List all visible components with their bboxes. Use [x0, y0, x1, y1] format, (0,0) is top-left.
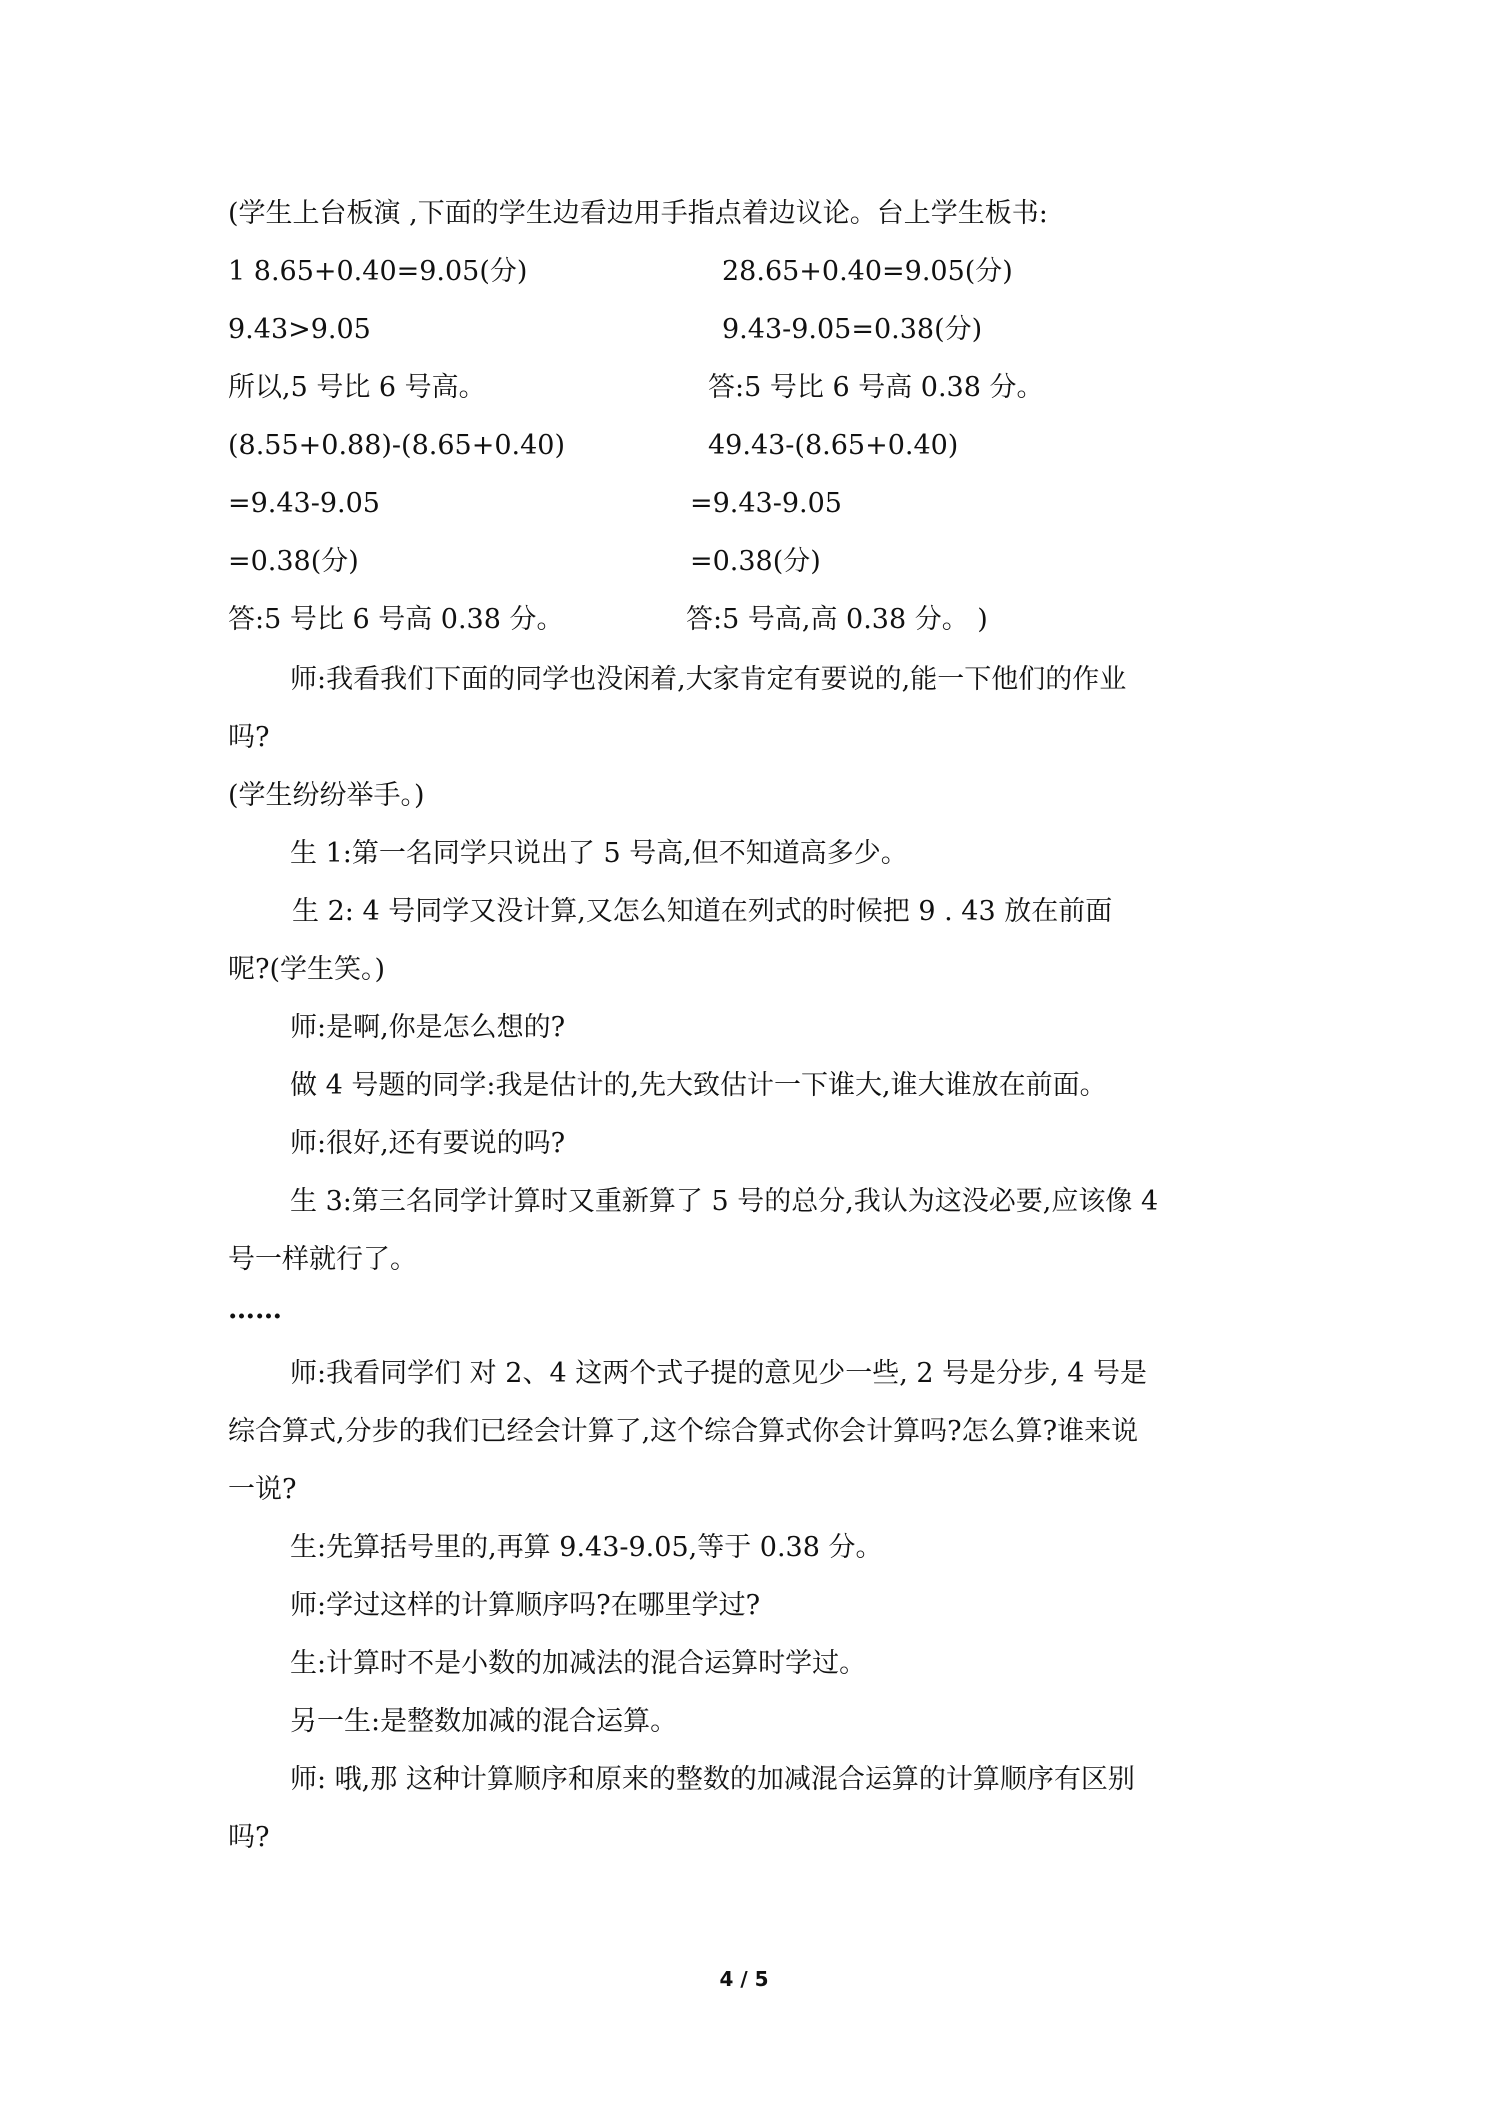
paragraph-line: 生:计算时不是小数的加减法的混合运算时学过。	[290, 1648, 867, 1679]
paragraph-line: 综合算式,分步的我们已经会计算了,这个综合算式你会计算吗?怎么算?谁来说	[228, 1416, 1139, 1447]
paragraph-line: 师:我看同学们 对 2、4 这两个式子提的意见少一些, 2 号是分步, 4 号是	[290, 1358, 1148, 1389]
paragraph-line: 生 2: 4 号同学又没计算,又怎么知道在列式的时候把 9 . 43 放在前面	[292, 896, 1113, 927]
paragraph-line: (学生纷纷举手。)	[228, 780, 425, 811]
paragraph-line: 师:很好,还有要说的吗?	[290, 1128, 566, 1159]
paragraph-line: 做 4 号题的同学:我是估计的,先大致估计一下谁大,谁大谁放在前面。	[290, 1070, 1107, 1101]
paragraph-line: 师:是啊,你是怎么想的?	[290, 1012, 566, 1043]
text-line: 所以,5 号比 6 号高。	[228, 372, 486, 403]
text-line: 9.43-9.05=0.38(分)	[722, 314, 983, 345]
paragraph-line: 吗?	[228, 1822, 270, 1853]
paragraph-line: 师: 哦,那 这种计算顺序和原来的整数的加减混合运算的计算顺序有区别	[290, 1764, 1135, 1795]
paragraph-line: 生:先算括号里的,再算 9.43-9.05,等于 0.38 分。	[290, 1532, 883, 1563]
paragraph-line: 一说?	[228, 1474, 297, 1505]
text-line: 9.43>9.05	[228, 314, 371, 345]
text-line: 答:5 号高,高 0.38 分。 )	[686, 604, 988, 635]
text-line: 1 8.65+0.40=9.05(分)	[228, 256, 528, 287]
text-line: =9.43-9.05	[690, 488, 842, 519]
text-line: (学生上台板演 ,下面的学生边看边用手指点着边议论。台上学生板书:	[228, 198, 1048, 229]
paragraph-line: 生 1:第一名同学只说出了 5 号高,但不知道高多少。	[290, 838, 908, 869]
paragraph-line: 生 3:第三名同学计算时又重新算了 5 号的总分,我认为这没必要,应该像 4	[290, 1186, 1159, 1217]
text-line: =9.43-9.05	[228, 488, 380, 519]
text-line: 49.43-(8.65+0.40)	[708, 430, 959, 461]
paragraph-line: 呢?(学生笑。)	[228, 954, 386, 985]
ellipsis-line: ……	[228, 1294, 282, 1325]
text-line: 28.65+0.40=9.05(分)	[722, 256, 1013, 287]
text-line: =0.38(分)	[690, 546, 821, 577]
paragraph-line: 另一生:是整数加减的混合运算。	[290, 1706, 678, 1737]
paragraph-line: 吗?	[228, 722, 270, 753]
text-line: =0.38(分)	[228, 546, 359, 577]
text-line: 答:5 号比 6 号高 0.38 分。	[708, 372, 1044, 403]
paragraph-line: 师:我看我们下面的同学也没闲着,大家肯定有要说的,能一下他们的作业	[290, 664, 1127, 695]
text-line: (8.55+0.88)-(8.65+0.40)	[228, 430, 565, 461]
page-number: 4 / 5	[719, 1967, 769, 1991]
paragraph-line: 师:学过这样的计算顺序吗?在哪里学过?	[290, 1590, 761, 1621]
text-line: 答:5 号比 6 号高 0.38 分。	[228, 604, 564, 635]
paragraph-line: 号一样就行了。	[228, 1244, 417, 1275]
